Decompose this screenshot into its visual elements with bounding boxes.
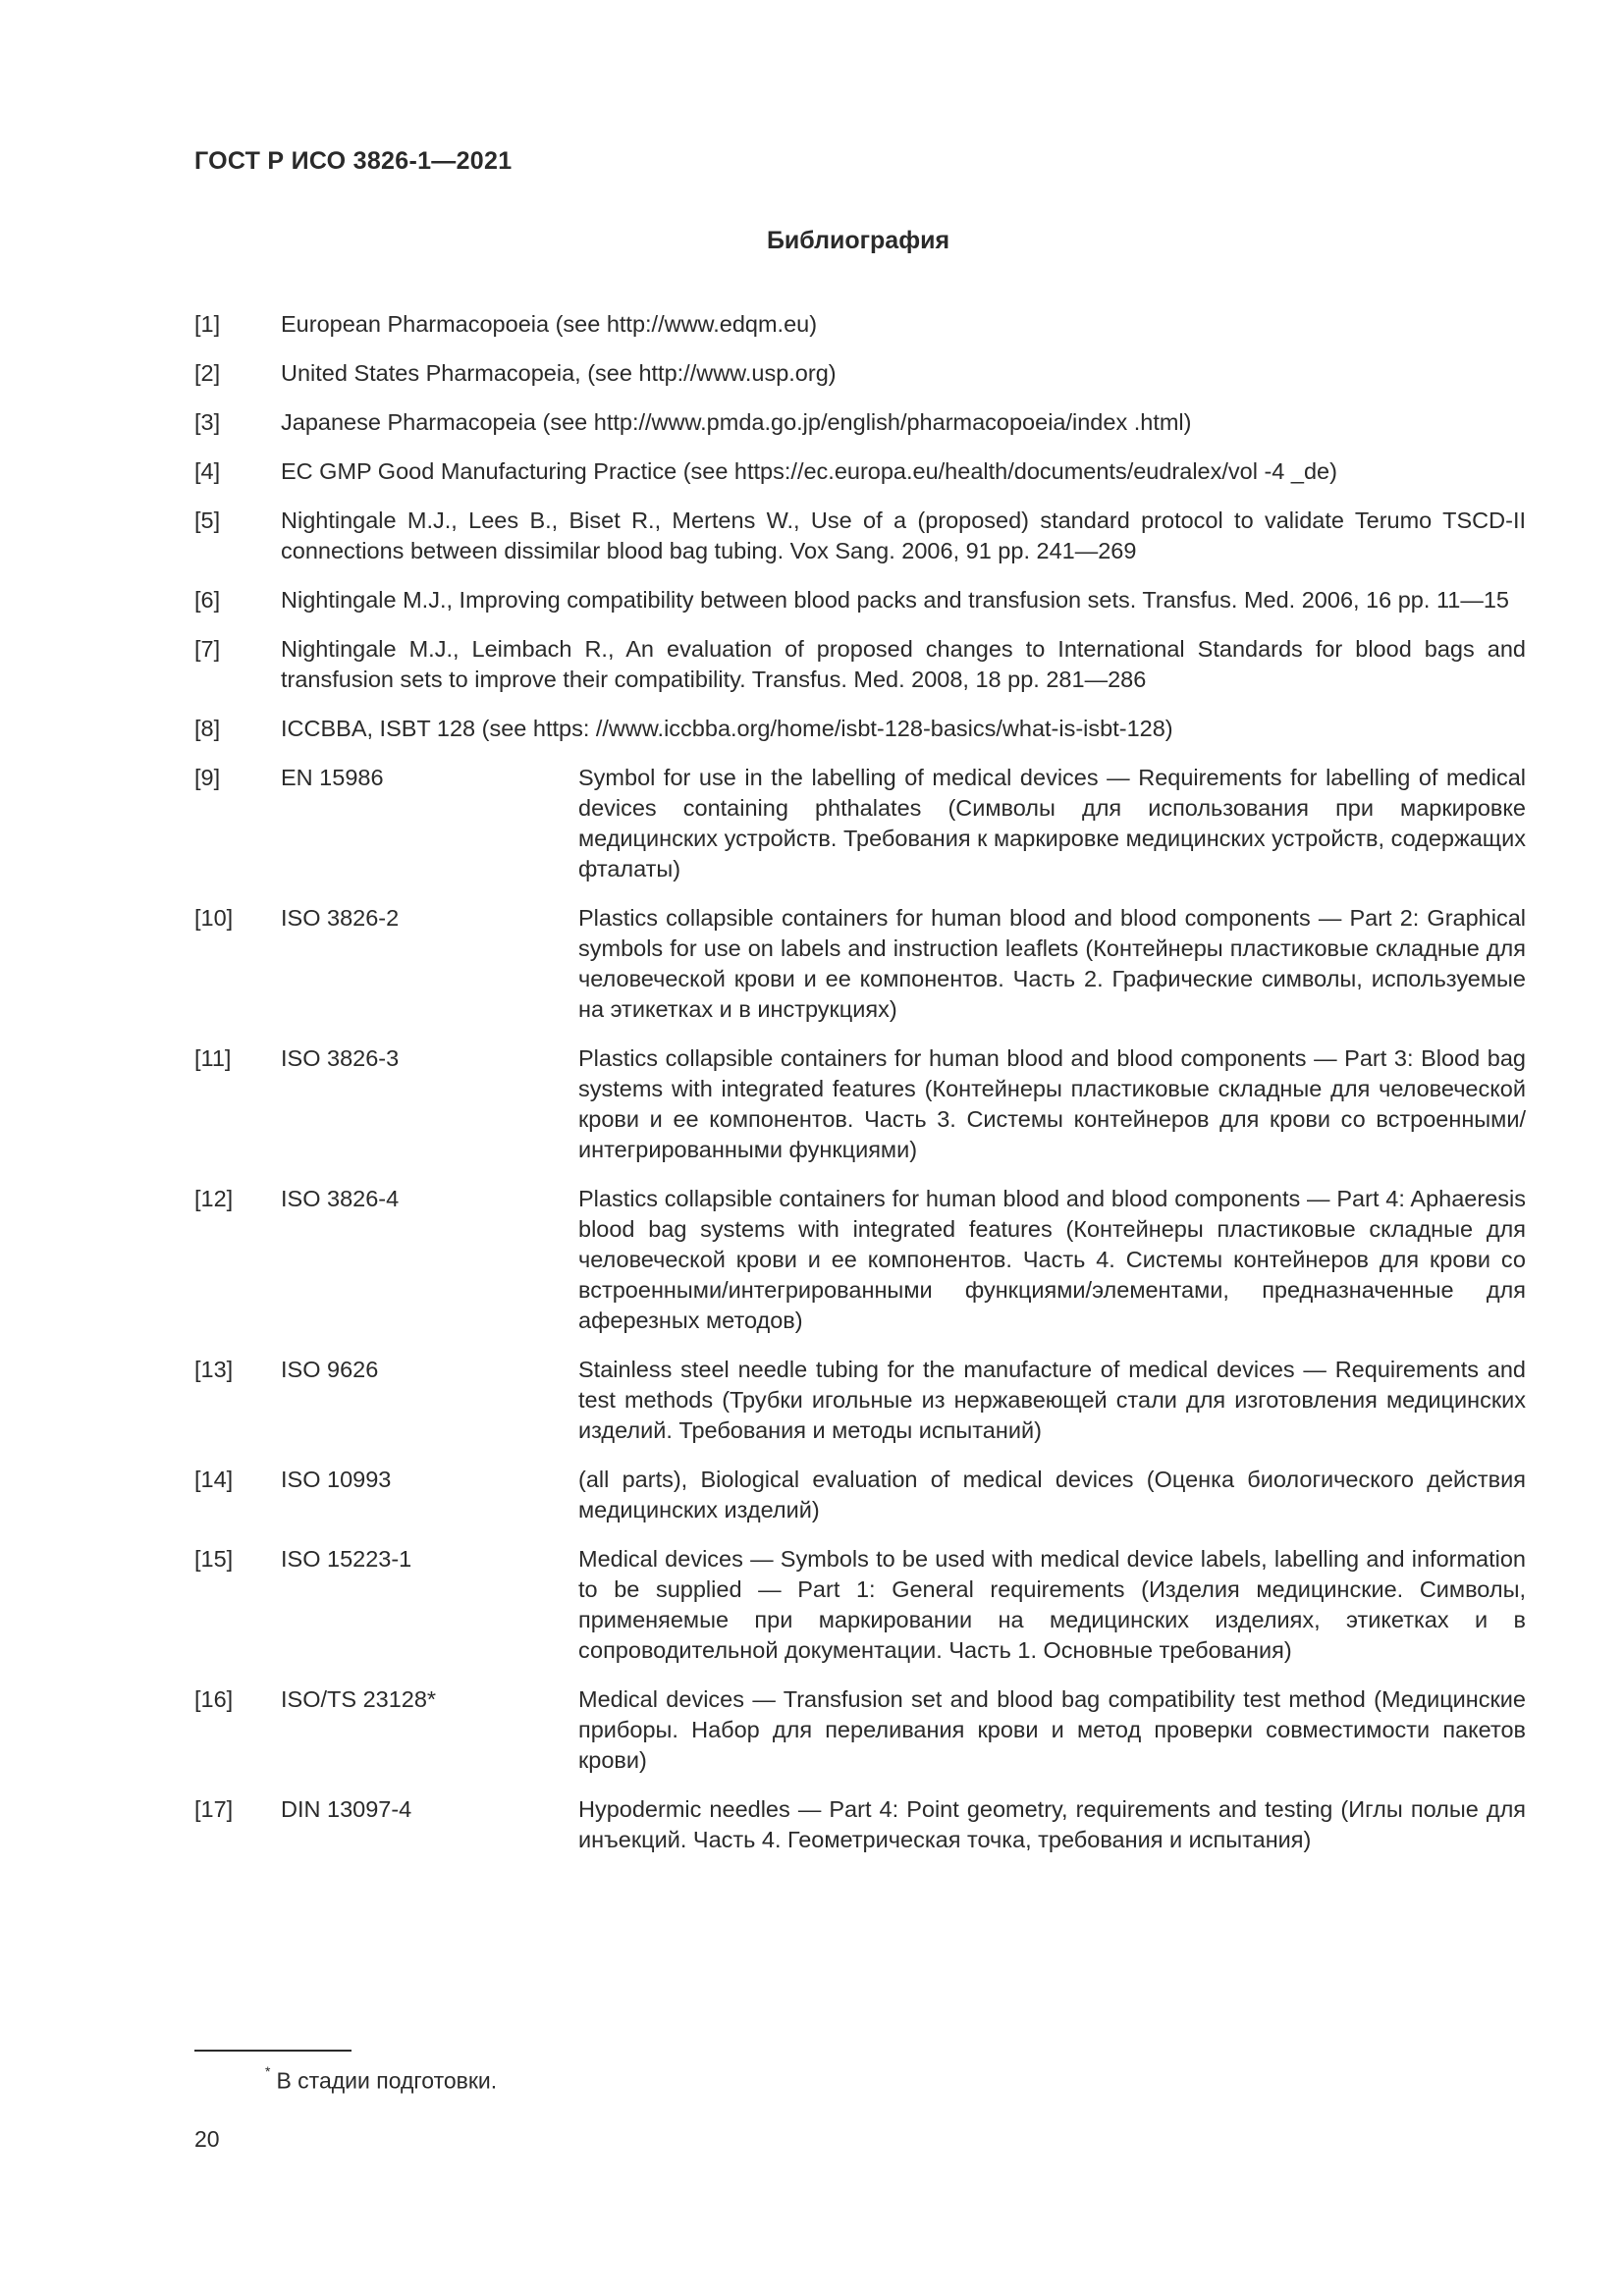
bib-entry-text: European Pharmacopoeia (see http://www.edqm.eu) (281, 311, 818, 337)
bib-entry-code: ISO/TS 23128* (281, 1686, 437, 1712)
bib-entry-code: ISO 3826-3 (281, 1045, 400, 1071)
bib-entry-code: ISO 15223-1 (281, 1546, 412, 1572)
bib-entry-text: EC GMP Good Manufacturing Practice (see https://ec.europa.eu/health/documents/eudralex/vol -4 _de) (281, 458, 1337, 484)
bib-entry (194, 903, 1526, 1025)
bib-entry-text: Plastics collapsible containers for human blood and blood components — Part 3: Blood bag systems with integrated features (Контейнеры пластиковые складные для человеческой крови и ее компонентов. Часть 3. Системы контейнеров для крови со встроенными/интегрированными функциями) (578, 1045, 1526, 1162)
bib-entry-text: Stainless steel needle tubing for the manufacture of medical devices — Requirements and test methods (Трубки игольные из нержавеющей стали для изготовления медицинских изделий. Требования и методы испытаний) (578, 1357, 1526, 1443)
bib-entry-text: Nightingale M.J., Improving compatibility between blood packs and transfusion sets. Transfus. Med. 2006, 16 pp. 11—15 (281, 587, 1509, 613)
bib-entry (194, 309, 1526, 340)
bib-entry (194, 407, 1526, 438)
bib-entry (194, 763, 1526, 884)
bib-entry-number: [17] (194, 1796, 234, 1822)
bib-entry-text: Japanese Pharmacopeia (see http://www.pmda.go.jp/english/pharmacopoeia/index .html) (281, 409, 1192, 435)
bib-entry (194, 634, 1526, 695)
bib-entry-number: [8] (194, 716, 221, 741)
bib-entry (194, 456, 1526, 487)
bib-entry-number: [3] (194, 409, 221, 435)
bib-entry-number: [4] (194, 458, 221, 484)
bib-entry (194, 585, 1526, 615)
bib-entry-number: [13] (194, 1357, 234, 1382)
bib-entry-code: DIN 13097-4 (281, 1796, 412, 1822)
footnote-divider (194, 2050, 352, 2052)
bib-entry-text: Plastics collapsible containers for human blood and blood components — Part 4: Aphaeresis blood bag systems with integrated features (Контейнеры пластиковые складные для человеческой крови и ее компонентов. Часть 4. Системы контейнеров для крови со встроенными/интегрированными функциями/элементами, предназначенные для аферезных методов) (578, 1186, 1526, 1333)
bib-entry (194, 1355, 1526, 1446)
bib-entry-text: Nightingale M.J., Leimbach R., An evaluation of proposed changes to International Standards for blood bags and transfusion sets to improve their compatibility. Transfus. Med. 2008, 18 pp. 281—286 (281, 636, 1526, 692)
bib-entry-number: [10] (194, 905, 234, 931)
bib-entry-number: [2] (194, 360, 221, 386)
bib-entry-text: Nightingale M.J., Lees B., Biset R., Mertens W., Use of a (proposed) standard protocol to validate Terumo TSCD-II connections between dissimilar blood bag tubing. Vox Sang. 2006, 91 pp. 241—269 (281, 507, 1526, 563)
bib-entry-text: (all parts), Biological evaluation of medical devices (Оценка биологического действия медицинских изделий) (578, 1467, 1526, 1522)
bib-entry-code: ISO 3826-4 (281, 1186, 400, 1211)
bib-entry-text: Hypodermic needles — Part 4: Point geometry, requirements and testing (Иглы полые для инъекций. Часть 4. Геометрическая точка, требования и испытания) (578, 1796, 1526, 1852)
bib-entry-text: United States Pharmacopeia, (see http://www.usp.org) (281, 360, 837, 386)
section-title: Библиография (766, 227, 950, 254)
bib-entry (194, 714, 1526, 744)
bib-entry (194, 506, 1526, 566)
bib-entry (194, 1184, 1526, 1336)
footnote-marker: * (265, 2063, 271, 2079)
bib-entry (194, 1544, 1526, 1666)
bib-entry-text: Medical devices — Symbols to be used with medical device labels, labelling and information to be supplied — Part 1: General requirements (Изделия медицинские. Символы, применяемые при маркировании на медицинских изделиях, этикетках и в сопроводительной документации. Часть 1. Основные требования) (578, 1546, 1526, 1663)
bib-entry-text: Medical devices — Transfusion set and blood bag compatibility test method (Медицинские приборы. Набор для переливания крови и метод проверки совместимости пакетов крови) (578, 1686, 1526, 1773)
bib-entry (194, 1043, 1526, 1165)
bib-entry (194, 1794, 1526, 1855)
bib-entry (194, 358, 1526, 389)
bib-entry-number: [15] (194, 1546, 234, 1572)
bib-entry-code: EN 15986 (281, 765, 384, 790)
bib-entry-code: ISO 9626 (281, 1357, 379, 1382)
bib-entry-number: [11] (194, 1045, 232, 1071)
bib-entry-code: ISO 3826-2 (281, 905, 400, 931)
bib-entry-number: [6] (194, 587, 221, 613)
bib-entry-number: [12] (194, 1186, 234, 1211)
document-code: ГОСТ Р ИСО 3826-1—2021 (194, 147, 513, 175)
bib-entry (194, 1684, 1526, 1776)
bib-entry-number: [16] (194, 1686, 234, 1712)
bib-entry-number: [1] (194, 311, 221, 337)
bib-entry-text: Plastics collapsible containers for human blood and blood components — Part 2: Graphical symbols for use on labels and instruction leaflets (Контейнеры пластиковые складные для человеческой крови и ее компонентов. Часть 2. Графические символы, используемые на этикетках и в инструкциях) (578, 905, 1526, 1022)
bib-entry-text: ICCBBA, ISBT 128 (see https: //www.iccbba.org/home/isbt-128-basics/what-is-isbt-128) (281, 716, 1173, 741)
footnote-text: В стадии подготовки. (276, 2067, 498, 2094)
bibliography-list (194, 309, 1526, 1874)
bib-entry-number: [9] (194, 765, 221, 790)
bib-entry (194, 1465, 1526, 1525)
bib-entry-number: [14] (194, 1467, 234, 1492)
bib-entry-code: ISO 10993 (281, 1467, 392, 1492)
bib-entry-number: [7] (194, 636, 221, 662)
page-number: 20 (194, 2126, 220, 2152)
footnote (265, 2063, 498, 2095)
bib-entry-number: [5] (194, 507, 221, 533)
bib-entry-text: Symbol for use in the labelling of medical devices — Requirements for labelling of medical devices containing phthalates (Символы для использования при маркировке медицинских устройств. Требования к маркировке медицинских устройств, содержащих фталаты) (578, 765, 1526, 881)
